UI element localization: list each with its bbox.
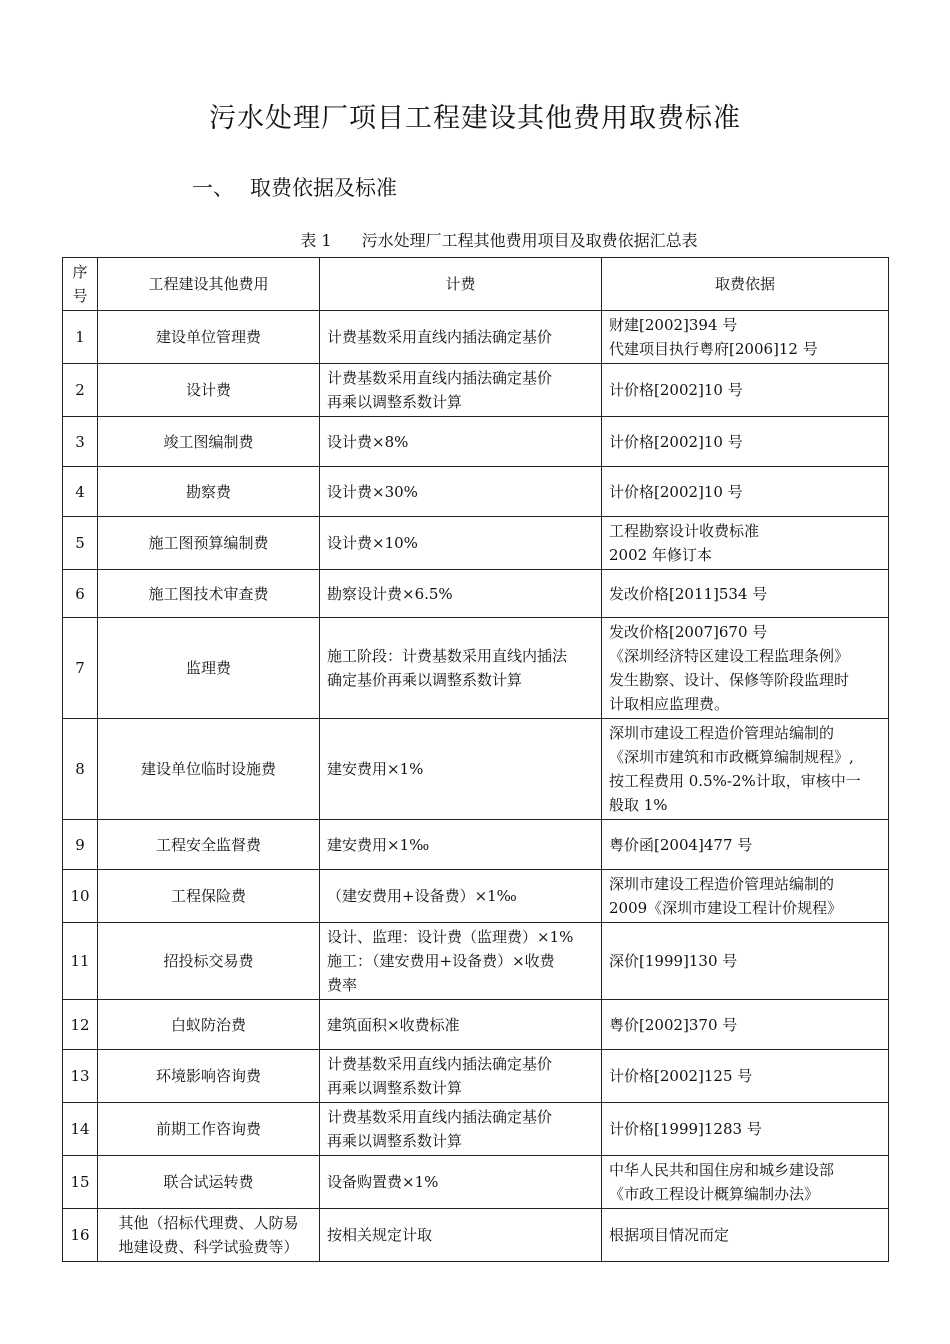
row-item-line: 建设单位管理费 bbox=[155, 328, 261, 346]
row-basis bbox=[602, 417, 889, 467]
row-fee bbox=[320, 311, 602, 364]
row-fee bbox=[320, 1209, 602, 1262]
row-fee bbox=[320, 618, 602, 719]
row-fee bbox=[320, 570, 602, 618]
page-title: 污水处理厂项目工程建设其他费用取费标准 bbox=[209, 103, 741, 134]
row-fee-line: 建安费用×1% bbox=[327, 760, 424, 778]
row-basis bbox=[602, 923, 889, 1000]
table-row bbox=[63, 364, 889, 417]
row-fee-line: 设计费×30% bbox=[327, 482, 418, 501]
row-basis bbox=[602, 1103, 889, 1156]
row-fee bbox=[320, 820, 602, 870]
row-seq: 4 bbox=[63, 467, 98, 517]
row-basis-line: 计价格[2002]10 号 bbox=[609, 432, 743, 451]
row-item bbox=[98, 417, 320, 467]
row-basis-line: 深圳市建设工程造价管理站编制的 bbox=[609, 724, 835, 742]
row-basis bbox=[602, 719, 889, 820]
row-basis bbox=[602, 820, 889, 870]
row-basis bbox=[602, 311, 889, 364]
row-item-line: 施工图技术审查费 bbox=[148, 584, 269, 603]
row-fee-line: 计费基数采用直线内插法确定基价 bbox=[327, 1108, 553, 1126]
row-basis bbox=[602, 1000, 889, 1050]
row-item-line: 建设单位临时设施费 bbox=[140, 760, 276, 778]
row-basis-line: 发改价格[2007]670 号 bbox=[609, 623, 768, 641]
row-item bbox=[98, 1209, 320, 1262]
row-fee bbox=[320, 719, 602, 820]
row-fee-line: 再乘以调整系数计算 bbox=[327, 1132, 463, 1150]
row-fee-line: 建筑面积×收费标准 bbox=[327, 1015, 460, 1034]
row-item-line: 地建设费、科学试验费等） bbox=[118, 1238, 299, 1256]
table-body bbox=[63, 311, 889, 1262]
row-basis bbox=[602, 870, 889, 923]
table-row bbox=[63, 467, 889, 517]
row-fee-line: （建安费用+设备费）×1‰ bbox=[327, 887, 517, 905]
table-row bbox=[63, 1050, 889, 1103]
row-basis-line: 《深圳市建筑和市政概算编制规程》, bbox=[609, 748, 854, 766]
table-row bbox=[63, 417, 889, 467]
row-item bbox=[98, 923, 320, 1000]
row-fee-line: 计费基数采用直线内插法确定基价 bbox=[327, 328, 553, 346]
section-heading bbox=[192, 172, 397, 202]
row-basis-line: 计价格[2002]125 号 bbox=[609, 1067, 753, 1085]
row-fee-line: 计费基数采用直线内插法确定基价 bbox=[327, 369, 553, 387]
row-basis-line: 深圳市建设工程造价管理站编制的 bbox=[609, 875, 835, 893]
row-fee bbox=[320, 1156, 602, 1209]
row-fee-line: 施工：（建安费用+设备费）×收费 bbox=[327, 952, 555, 970]
row-basis bbox=[602, 467, 889, 517]
row-item bbox=[98, 364, 320, 417]
table-row bbox=[63, 719, 889, 820]
row-basis-line: 财建[2002]394 号 bbox=[609, 316, 738, 334]
row-item bbox=[98, 870, 320, 923]
row-basis-line: 《深圳经济特区建设工程监理条例》 bbox=[609, 647, 850, 665]
row-item-line: 环境影响咨询费 bbox=[155, 1067, 261, 1085]
row-seq: 6 bbox=[63, 570, 98, 618]
row-seq: 13 bbox=[63, 1050, 98, 1103]
row-fee bbox=[320, 923, 602, 1000]
table-row bbox=[63, 517, 889, 570]
row-fee-line: 建安费用×1‰ bbox=[327, 835, 430, 854]
row-item-line: 竣工图编制费 bbox=[163, 432, 254, 451]
row-basis-line: 《市政工程设计概算编制办法》 bbox=[609, 1185, 820, 1203]
table-caption bbox=[0, 228, 950, 251]
header-item: 工程建设其他费用 bbox=[98, 258, 320, 311]
row-fee-line: 设计费×8% bbox=[327, 432, 409, 451]
row-seq: 12 bbox=[63, 1000, 98, 1050]
row-fee-line: 再乘以调整系数计算 bbox=[327, 393, 463, 411]
row-item bbox=[98, 1000, 320, 1050]
row-item-line: 白蚁防治费 bbox=[170, 1015, 246, 1034]
row-item bbox=[98, 1103, 320, 1156]
row-item bbox=[98, 1156, 320, 1209]
row-item-line: 工程保险费 bbox=[170, 887, 246, 905]
row-item bbox=[98, 467, 320, 517]
row-fee-line: 勘察设计费×6.5% bbox=[327, 584, 453, 603]
row-fee bbox=[320, 870, 602, 923]
row-basis bbox=[602, 618, 889, 719]
row-basis-line: 粤价函[2004]477 号 bbox=[609, 835, 753, 854]
row-basis bbox=[602, 1209, 889, 1262]
row-item bbox=[98, 719, 320, 820]
section-heading-text: 取费依据及标准 bbox=[250, 176, 397, 200]
row-seq: 11 bbox=[63, 923, 98, 1000]
row-seq: 7 bbox=[63, 618, 98, 719]
row-fee-line: 确定基价再乘以调整系数计算 bbox=[327, 671, 523, 689]
row-fee-line: 费率 bbox=[327, 976, 358, 994]
row-item bbox=[98, 311, 320, 364]
row-basis-line: 深价[1999]130 号 bbox=[609, 952, 738, 970]
row-basis bbox=[602, 1156, 889, 1209]
row-fee bbox=[320, 1000, 602, 1050]
row-fee bbox=[320, 417, 602, 467]
table-row bbox=[63, 1000, 889, 1050]
row-fee bbox=[320, 517, 602, 570]
row-basis-line: 中华人民共和国住房和城乡建设部 bbox=[609, 1161, 835, 1179]
row-item-line: 招投标交易费 bbox=[163, 952, 254, 970]
row-seq: 10 bbox=[63, 870, 98, 923]
row-basis-line: 代建项目执行粤府[2006]12 号 bbox=[609, 340, 818, 358]
row-basis-line: 计价格[2002]10 号 bbox=[609, 482, 743, 501]
row-basis bbox=[602, 364, 889, 417]
row-item-line: 勘察费 bbox=[185, 482, 231, 501]
row-item bbox=[98, 1050, 320, 1103]
row-fee-line: 设计、监理：设计费（监理费）×1% bbox=[327, 928, 574, 946]
section-number: 一、 bbox=[192, 176, 234, 200]
table-row bbox=[63, 570, 889, 618]
row-item-line: 其他（招标代理费、人防易 bbox=[118, 1214, 299, 1232]
table-row bbox=[63, 618, 889, 719]
row-fee-line: 施工阶段：计费基数采用直线内插法 bbox=[327, 647, 568, 665]
row-basis-line: 粤价[2002]370 号 bbox=[609, 1015, 738, 1034]
table-row bbox=[63, 1103, 889, 1156]
row-basis-line: 工程勘察设计收费标准 bbox=[609, 522, 760, 540]
header-fee: 计费 bbox=[320, 258, 602, 311]
row-basis-line: 根据项目情况而定 bbox=[609, 1226, 730, 1244]
row-item bbox=[98, 570, 320, 618]
row-seq: 1 bbox=[63, 311, 98, 364]
row-item bbox=[98, 618, 320, 719]
row-seq: 8 bbox=[63, 719, 98, 820]
row-basis-line: 计价格[2002]10 号 bbox=[609, 381, 743, 399]
row-basis-line: 发改价格[2011]534 号 bbox=[609, 584, 768, 603]
row-item bbox=[98, 517, 320, 570]
row-basis-line: 发生勘察、设计、保修等阶段监理时 bbox=[609, 671, 850, 689]
row-fee-line: 按相关规定计取 bbox=[327, 1226, 433, 1244]
header-basis: 取费依据 bbox=[602, 258, 889, 311]
row-item bbox=[98, 820, 320, 870]
row-item-line: 工程安全监督费 bbox=[155, 835, 261, 854]
row-item-line: 联合试运转费 bbox=[163, 1173, 254, 1191]
row-basis bbox=[602, 517, 889, 570]
row-basis bbox=[602, 570, 889, 618]
row-item-line: 前期工作咨询费 bbox=[155, 1120, 261, 1138]
row-fee-line: 再乘以调整系数计算 bbox=[327, 1079, 463, 1097]
table-row bbox=[63, 820, 889, 870]
row-seq: 14 bbox=[63, 1103, 98, 1156]
table-row bbox=[63, 1156, 889, 1209]
row-seq: 9 bbox=[63, 820, 98, 870]
row-seq: 3 bbox=[63, 417, 98, 467]
row-item-line: 设计费 bbox=[185, 381, 231, 399]
row-seq: 2 bbox=[63, 364, 98, 417]
row-basis-line: 按工程费用 0.5%-2%计取，审核中一 bbox=[609, 772, 861, 790]
row-basis-line: 2002 年修订本 bbox=[609, 546, 712, 564]
table-header-row bbox=[63, 258, 889, 311]
row-basis-line: 计取相应监理费。 bbox=[609, 695, 730, 713]
row-item-line: 施工图预算编制费 bbox=[148, 534, 269, 552]
row-seq: 15 bbox=[63, 1156, 98, 1209]
row-fee-line: 计费基数采用直线内插法确定基价 bbox=[327, 1055, 553, 1073]
table-row bbox=[63, 311, 889, 364]
row-basis-line: 般取 1% bbox=[609, 796, 668, 814]
row-fee bbox=[320, 1103, 602, 1156]
table-row bbox=[63, 923, 889, 1000]
row-seq: 5 bbox=[63, 517, 98, 570]
row-fee-line: 设计费×10% bbox=[327, 534, 418, 552]
row-basis bbox=[602, 1050, 889, 1103]
row-seq: 16 bbox=[63, 1209, 98, 1262]
row-fee bbox=[320, 467, 602, 517]
row-fee bbox=[320, 1050, 602, 1103]
fee-standards-table bbox=[62, 257, 889, 1262]
header-seq: 序 号 bbox=[63, 258, 98, 311]
table-row bbox=[63, 1209, 889, 1262]
row-item-line: 监理费 bbox=[185, 659, 231, 677]
row-basis-line: 2009《深圳市建设工程计价规程》 bbox=[609, 899, 843, 917]
row-fee-line: 设备购置费×1% bbox=[327, 1173, 439, 1191]
row-fee bbox=[320, 364, 602, 417]
table-row bbox=[63, 870, 889, 923]
table-caption-label: 表 1 bbox=[300, 231, 332, 250]
table-caption-text: 污水处理厂工程其他费用项目及取费依据汇总表 bbox=[361, 231, 698, 250]
row-basis-line: 计价格[1999]1283 号 bbox=[609, 1120, 762, 1138]
